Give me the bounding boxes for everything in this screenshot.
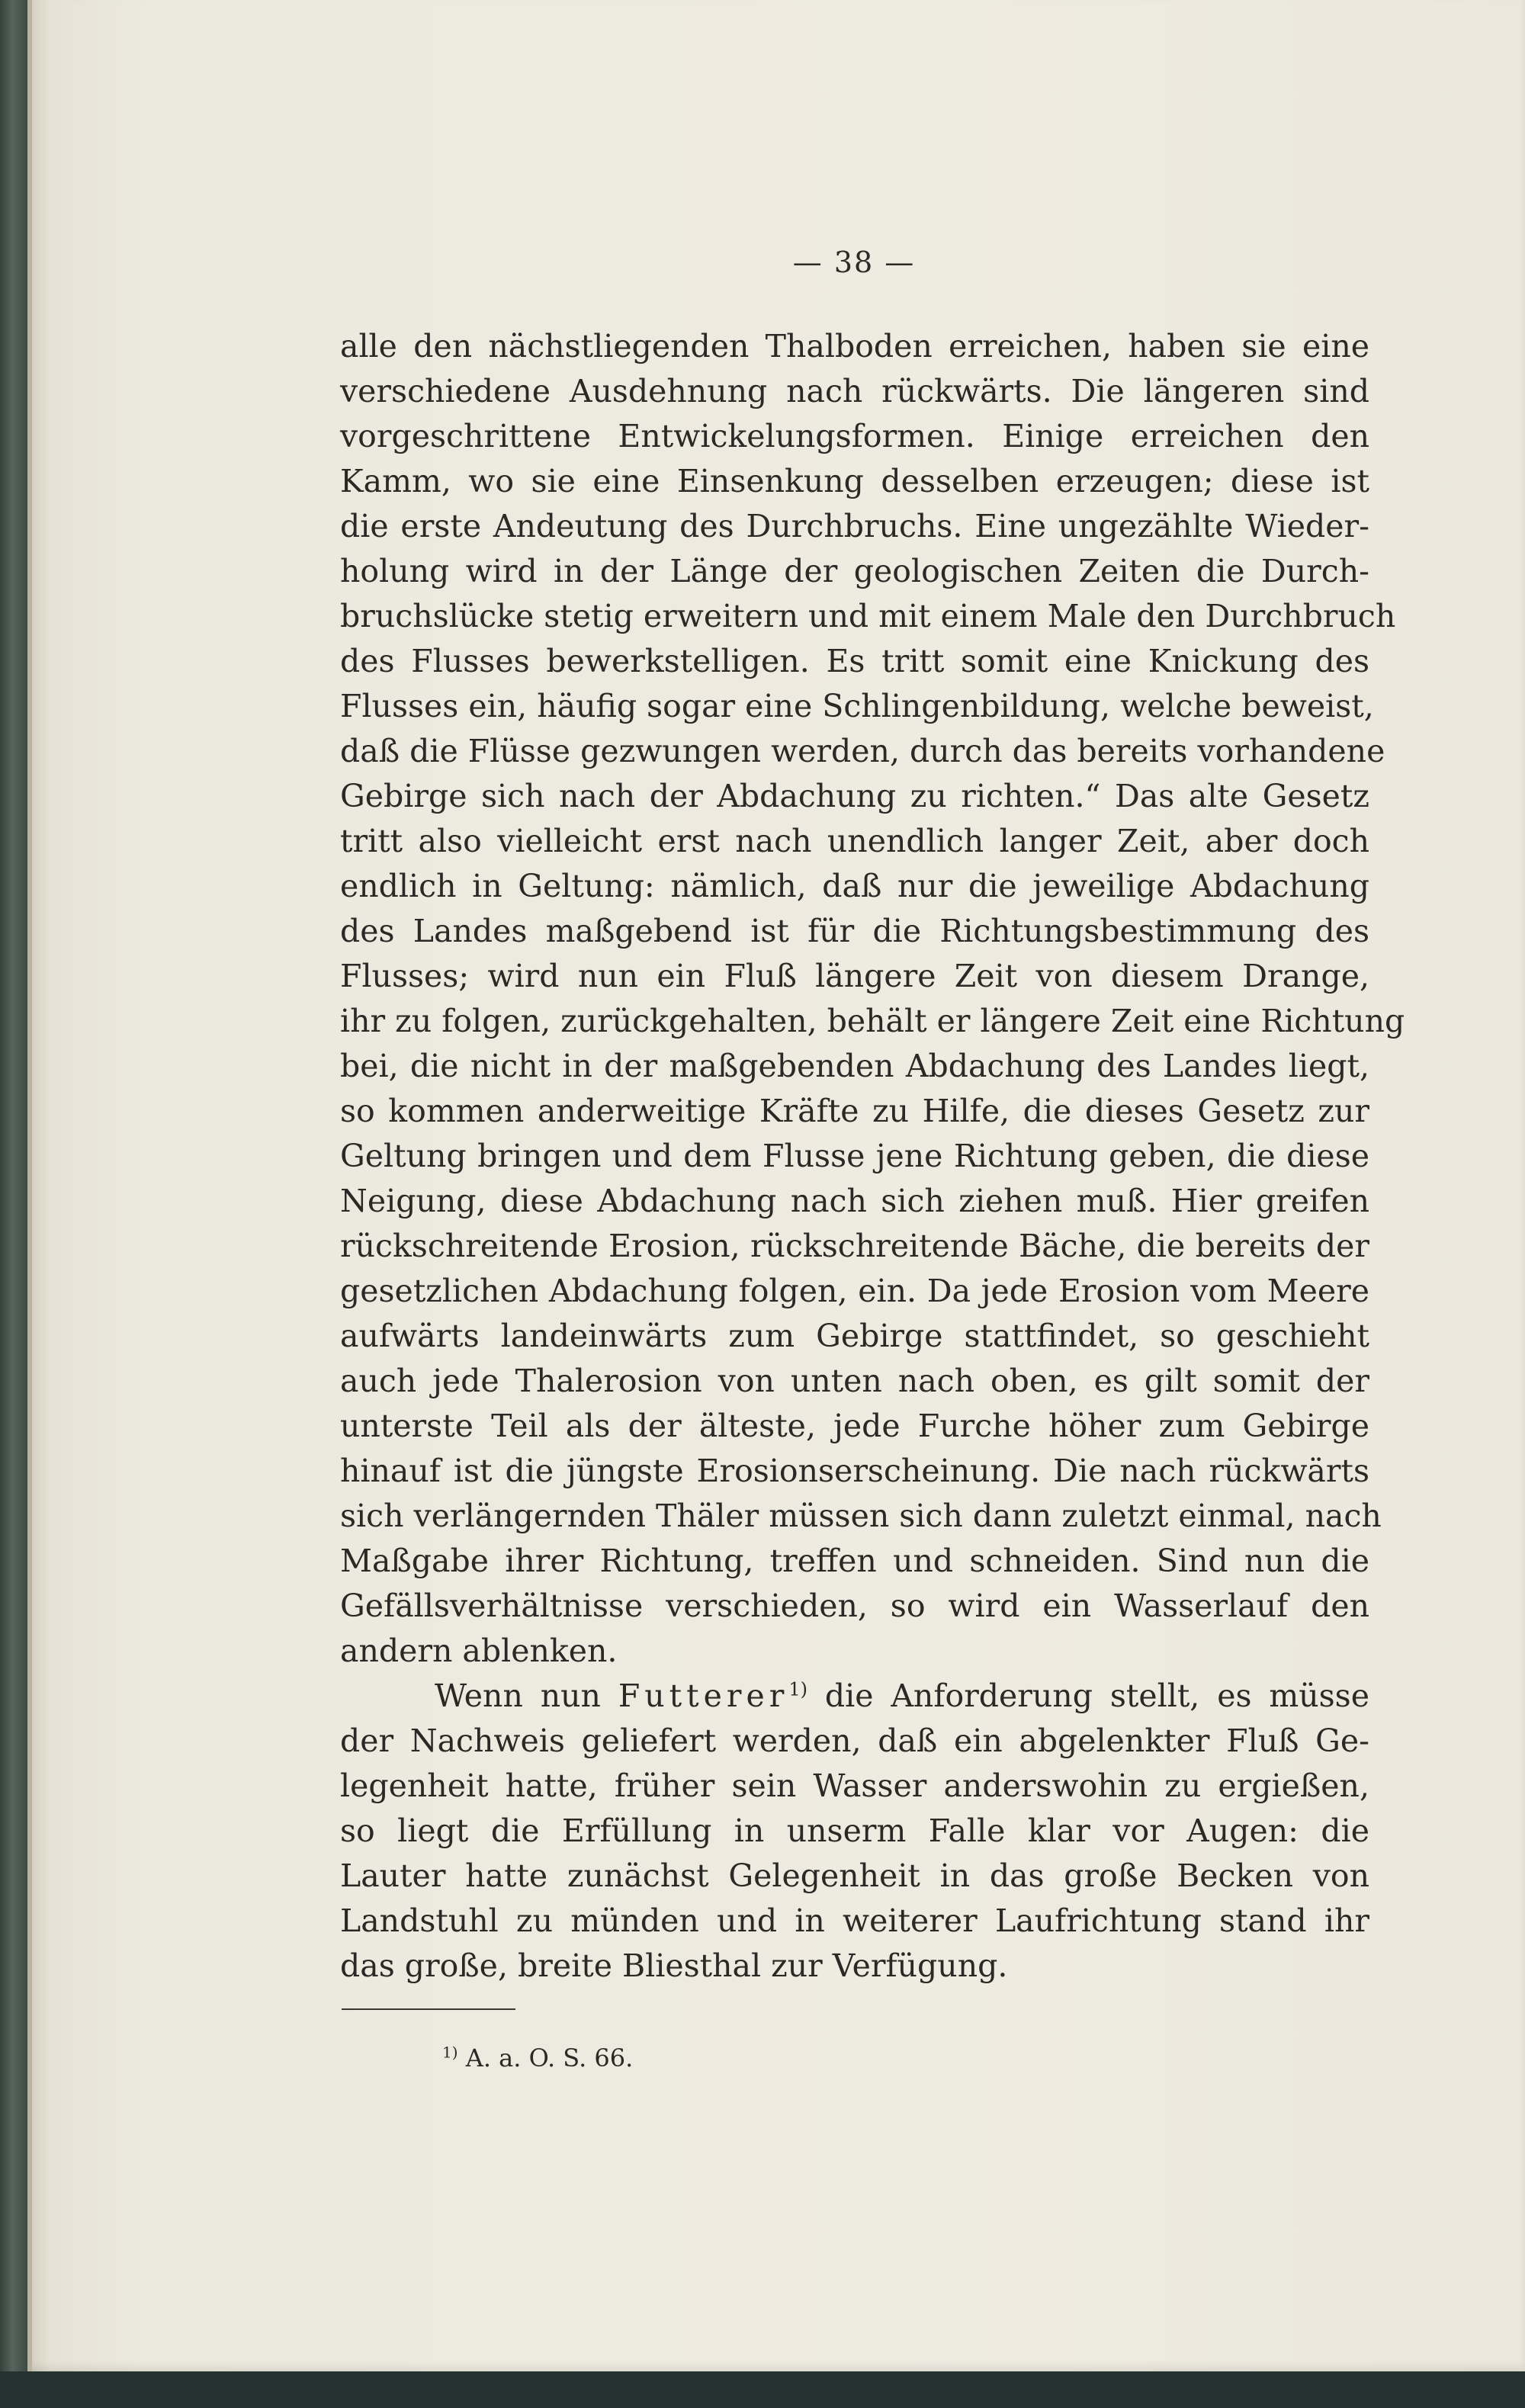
- text-line: ihr zu folgen, zurückgehalten, behält er längere Zeit eine Richtung: [340, 1003, 1405, 1039]
- text-line: gesetzlichen Abdachung folgen, ein. Da jede Erosion vom Meere: [340, 1273, 1369, 1309]
- page-number: — 38 —: [792, 246, 916, 279]
- text-line: holung wird in der Länge der geologischen Zeiten die Durch-: [340, 553, 1369, 589]
- text-line: daß die Flüsse gezwungen werden, durch das bereits vorhandene: [340, 733, 1385, 769]
- footnote-ref: 1): [788, 1678, 807, 1700]
- text-line: Gebirge sich nach der Abdachung zu richten.“ Das alte Gesetz: [340, 778, 1369, 814]
- text-line: bruchslücke stetig erweitern und mit einem Male den Durchbruch: [340, 598, 1396, 634]
- text-line: Lauter hatte zunächst Gelegenheit in das große Becken von: [340, 1857, 1369, 1894]
- paragraph-2-first-line: [340, 1674, 1369, 1719]
- author-name: Futterer: [618, 1678, 789, 1714]
- text-line: Neigung, diese Abdachung nach sich ziehen muß. Hier greifen: [340, 1183, 1369, 1219]
- text-line: Kamm, wo sie eine Einsenkung desselben erzeugen; diese ist: [340, 463, 1369, 499]
- text-line: auch jede Thalerosion von unten nach oben, es gilt somit der: [340, 1363, 1369, 1399]
- text-line: unterste Teil als der älteste, jede Furche höher zum Gebirge: [340, 1408, 1369, 1444]
- footnote: [442, 2044, 633, 2072]
- text-line: andern ablenken.: [340, 1633, 618, 1669]
- text-line: Gefällsverhältnisse verschieden, so wird ein Wasserlauf den: [340, 1588, 1369, 1624]
- page-gutter: [27, 0, 32, 2371]
- text-line: so liegt die Erfüllung in unserm Falle klar vor Augen: die: [340, 1812, 1369, 1849]
- text-line: endlich in Geltung: nämlich, daß nur die jeweilige Abdachung: [340, 868, 1369, 904]
- text-line: sich verlängernden Thäler müssen sich dann zuletzt einmal, nach: [340, 1498, 1382, 1534]
- text-line: tritt also vielleicht erst nach unendlich langer Zeit, aber doch: [340, 823, 1369, 859]
- text-line: Maßgabe ihrer Richtung, treffen und schneiden. Sind nun die: [340, 1543, 1369, 1579]
- footnote-mark: 1): [442, 2043, 458, 2062]
- text-line: des Flusses bewerkstelligen. Es tritt somit eine Knickung des: [340, 643, 1369, 679]
- text-line: aufwärts landeinwärts zum Gebirge stattfindet, so geschieht: [340, 1318, 1369, 1354]
- text-line: so kommen anderweitige Kräfte zu Hilfe, die dieses Gesetz zur: [340, 1093, 1369, 1129]
- main-text: [340, 324, 1405, 1989]
- para2-before: Wenn nun: [435, 1678, 601, 1714]
- text-line: vorgeschrittene Entwickelungsformen. Einige erreichen den: [340, 418, 1369, 454]
- text-line: die erste Andeutung des Durchbruchs. Eine ungezählte Wieder-: [340, 508, 1369, 544]
- para2-after: die Anforderung stellt, es müsse: [824, 1678, 1369, 1714]
- paragraph-1: [340, 324, 1405, 1674]
- text-line: Geltung bringen und dem Flusse jene Richtung geben, die diese: [340, 1138, 1369, 1174]
- text-line: Flusses ein, häufig sogar eine Schlingenbildung, welche beweist,: [340, 688, 1374, 724]
- book-binding: [0, 0, 27, 2408]
- text-line: Flusses; wird nun ein Fluß längere Zeit von diesem Drange,: [340, 958, 1369, 994]
- paragraph-2: [340, 1719, 1369, 1989]
- scan-background: [0, 2371, 1525, 2408]
- text-line: rückschreitende Erosion, rückschreitende Bäche, die bereits der: [340, 1228, 1369, 1264]
- text-line: das große, breite Bliesthal zur Verfügung.: [340, 1947, 1008, 1984]
- text-line: der Nachweis geliefert werden, daß ein abgelenkter Fluß Ge-: [340, 1723, 1369, 1759]
- text-line: hinauf ist die jüngste Erosionserscheinung. Die nach rückwärts: [340, 1453, 1369, 1489]
- footnote-text: A. a. O. S. 66.: [465, 2044, 634, 2072]
- text-line: bei, die nicht in der maßgebenden Abdachung des Landes liegt,: [340, 1048, 1369, 1084]
- text-line: des Landes maßgebend ist für die Richtungsbestimmung des: [340, 913, 1369, 949]
- text-line: Landstuhl zu münden und in weiterer Laufrichtung stand ihr: [340, 1902, 1369, 1939]
- text-line: alle den nächstliegenden Thalboden erreichen, haben sie eine: [340, 328, 1369, 364]
- text-line: verschiedene Ausdehnung nach rückwärts. Die längeren sind: [340, 373, 1369, 409]
- text-line: legenheit hatte, früher sein Wasser anderswohin zu ergießen,: [340, 1767, 1369, 1804]
- footnote-divider: [342, 2008, 515, 2010]
